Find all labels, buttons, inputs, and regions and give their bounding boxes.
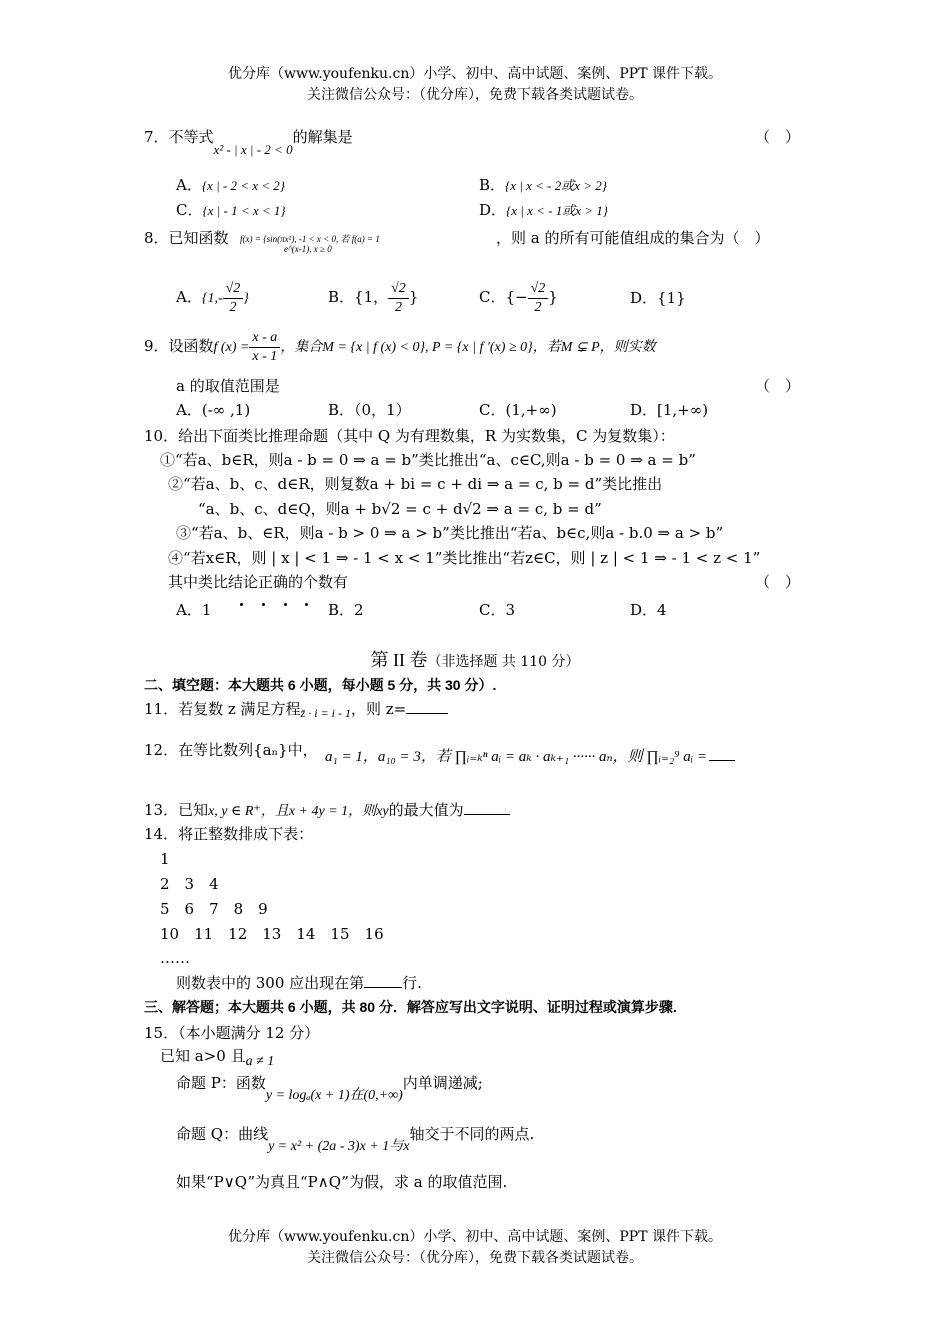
q7-option-d	[479, 201, 608, 220]
footer-line-1: 优分库（www.youfenku.cn）小学、初中、高中试题、案例、PPT 课件下载。	[227, 1229, 722, 1245]
q9-option-c-text: (1,+∞)	[505, 401, 557, 419]
q9-option-d-label: D．	[630, 401, 658, 419]
question-10-stem: 10．给出下面类比推理命题（其中 Q 为有理数集，R 为实数集，C 为复数集）：	[144, 427, 675, 445]
q8-stem-text: 8．已知函数	[144, 229, 229, 247]
q8-option-b-pre: {1，	[354, 288, 389, 306]
q10-option-b-text: 2	[354, 601, 364, 619]
emphasis-dot	[284, 603, 287, 606]
q15-p-label: 命题 P：函数	[176, 1074, 266, 1092]
q7-option-a-label: A．	[176, 176, 202, 194]
q7-option-b-text: {x | x < - 2或x > 2}	[505, 178, 607, 193]
q8-option-c-fraction	[528, 280, 549, 316]
q10-option-a	[176, 601, 211, 620]
q8-option-a	[176, 280, 249, 316]
footer-line-2: 关注微信公众号：（优分库），免费下载各类试题试卷。	[307, 1250, 643, 1266]
q10-option-c-text: 3	[505, 601, 516, 619]
q8-option-b-fraction	[388, 280, 409, 316]
q10-option-c	[479, 601, 515, 620]
section-2-title	[0, 649, 950, 672]
q8-option-b	[328, 280, 418, 316]
q10-option-a-text: 1	[201, 601, 212, 619]
q15-condition	[160, 1047, 274, 1067]
q9-sets: ，集合M = {x | f (x) < 0}, P = {x | f ′(x) ≥ 0}，若M ⊊ P，则实数	[280, 340, 656, 355]
q12-expression	[325, 748, 735, 767]
q10-option-d-text: 4	[657, 601, 667, 619]
q12-expr-text: a₁ = 1，a₁₀ = 3，若 ∏ᵢ₌ₖⁿ aᵢ = aₖ · aₖ₊₁ ······ aₙ，则 ∏ᵢ₌₂⁹ aᵢ =	[325, 749, 707, 765]
q11-expr: z̄ · i = i - 1	[300, 706, 351, 720]
q9-option-d	[630, 401, 708, 420]
q8-option-d	[630, 289, 686, 308]
section-2-title-text: 第 II 卷	[370, 650, 428, 670]
q7-stem-end: 的解集是	[292, 128, 353, 146]
q8-piecewise-function	[240, 234, 380, 255]
q7-option-b-label: B．	[479, 176, 506, 194]
q7-stem-text: 7．不等式	[144, 128, 214, 146]
q7-option-a	[176, 176, 285, 195]
q15-p-end: 内单调递减;	[402, 1074, 483, 1092]
question-7-stem	[144, 128, 353, 157]
q8-option-a-pre: {1,-	[201, 291, 223, 306]
q7-option-c	[176, 201, 286, 220]
q12-answer-blank	[709, 752, 735, 761]
q9-option-b	[328, 401, 411, 420]
q8-option-b-post: }	[408, 288, 419, 306]
q8-b-den: 2	[394, 299, 402, 315]
emphasis-dot	[305, 603, 308, 606]
q10-proposition-2a: ②“若a、b、c、d∈R，则复数a + bi = c + di ⇒ a = c, b = d”类比推出	[168, 475, 663, 493]
q8-func-line-1: f(x) = {sin(πx²), -1 < x < 0, 若 f(a) = 1	[240, 234, 380, 244]
q8-c-num: √2	[528, 280, 549, 299]
q11-answer-blank	[406, 699, 448, 714]
q15-proposition-q	[176, 1125, 535, 1154]
q9-stem-text: 9．设函数	[144, 337, 214, 355]
q8-option-c-post: }	[548, 288, 558, 306]
q10-emphasis-dots	[240, 592, 308, 611]
q15-ask: 如果“P∨Q”为真且“P∧Q”为假，求 a 的取值范围.	[176, 1173, 508, 1191]
q9-option-a-text: (-∞ ,1)	[201, 401, 251, 419]
q10-option-b-label: B．	[328, 601, 355, 619]
q15-proposition-p	[176, 1074, 483, 1103]
q8-option-c-label: C．	[479, 288, 506, 306]
question-14-stem: 14．将正整数排成下表：	[144, 825, 314, 843]
q13-end: 的最大值为	[388, 801, 464, 819]
q8-option-b-label: B．	[328, 288, 355, 306]
q9-option-a-label: A．	[176, 401, 202, 419]
q9-option-c-label: C．	[479, 401, 506, 419]
q8-option-d-label: D．	[630, 289, 658, 307]
q8-option-d-text: {1}	[657, 289, 686, 307]
q8-b-num: √2	[388, 280, 409, 299]
q7-option-c-label: C．	[176, 201, 203, 219]
q7-answer-bracket: （ ）	[755, 128, 801, 146]
q14-end-post: 行.	[402, 974, 422, 992]
header-line-2: 关注微信公众号：（优分库），免费下载各类试题试卷。	[307, 87, 643, 103]
q8-a-den: 2	[229, 299, 237, 315]
q9-answer-bracket: （ ）	[755, 377, 801, 395]
q8-a-num: √2	[223, 280, 244, 299]
q13-expr: x, y ∈ R⁺，且x + 4y = 1，则xy	[208, 804, 389, 819]
question-9-stem	[144, 329, 656, 365]
q9-f-den: x - 1	[252, 348, 278, 364]
question-8-stem	[144, 229, 229, 248]
q10-option-c-label: C．	[479, 601, 506, 619]
q14-table-row: ……	[160, 949, 190, 967]
q8-option-a-post: }	[243, 291, 249, 306]
q9-option-d-text: [1,+∞)	[657, 401, 709, 419]
question-11	[144, 699, 448, 719]
q14-end-pre: 则数表中的 300 应出现在第	[176, 974, 365, 992]
q9-line-2: a 的取值范围是	[176, 377, 280, 395]
q9-option-b-label: B．	[328, 401, 355, 419]
q7-option-d-text: {x | x < - 1或x > 1}	[506, 203, 608, 218]
q15-q-label: 命题 Q：曲线	[176, 1125, 269, 1143]
q13-stem: 13．已知	[144, 801, 209, 819]
q9-option-b-text: （0，1）	[354, 401, 411, 419]
q14-table-row: 2 3 4	[160, 875, 219, 893]
q7-inequality: x² - | x | - 2 < 0	[213, 142, 293, 157]
q9-option-c	[479, 401, 557, 420]
emphasis-dot	[240, 603, 243, 606]
q15-p-expr: y = logₐ(x + 1)在(0,+∞)	[265, 1088, 403, 1103]
q10-proposition-1: ①“若a、b∈R，则a - b = 0 ⇒ a = b”类比推出“a、c∈C,则a - b = 0 ⇒ a = b”	[160, 451, 696, 469]
q8-option-c-pre: {−	[505, 288, 528, 306]
q15-q-end: 轴交于不同的两点.	[409, 1125, 535, 1143]
q8-option-a-fraction	[223, 280, 244, 316]
q14-table-row: 1	[160, 850, 170, 868]
q9-option-a	[176, 401, 250, 420]
q13-answer-blank	[464, 800, 510, 815]
section-3-heading: 三、解答题；本大题共 6 小题，共 80 分．解答应写出文字说明、证明过程或演算步骤.	[144, 999, 677, 1015]
section-2-heading: 二、填空题：本大题共 6 小题，每小题 5 分，共 30 分）.	[144, 677, 497, 693]
q10-proposition-4: ④“若x∈R，则 | x | < 1 ⇒ - 1 < x < 1”类比推出“若z∈C，则 | z | < 1 ⇒ - 1 < z < 1”	[168, 549, 761, 567]
question-13	[144, 800, 510, 821]
q10-answer-bracket: （ ）	[755, 573, 801, 591]
q14-question	[176, 973, 422, 993]
q9-f-lhs: f (x) =	[213, 340, 250, 355]
question-15-stem: 15．（本小题满分 12 分）	[144, 1024, 320, 1042]
q10-proposition-3: ③“若a、b、∈R，则a - b > 0 ⇒ a > b”类比推出“若a、b∈c,则a - b.0 ⇒ a > b”	[176, 524, 724, 542]
q11-stem: 11．若复数 z 满足方程	[144, 700, 301, 718]
q10-option-a-label: A．	[176, 601, 202, 619]
q7-option-a-text: {x | - 2 < x < 2}	[201, 178, 285, 193]
q10-conclusion: 其中类比结论正确的个数有	[168, 573, 349, 591]
q8-option-a-label: A．	[176, 288, 202, 306]
q10-option-d-label: D．	[630, 601, 658, 619]
q14-table-row: 5 6 7 8 9	[160, 900, 268, 918]
q11-end: ，则 z=	[350, 700, 407, 718]
q7-option-c-text: {x | - 1 < x < 1}	[202, 203, 286, 218]
q14-table-row: 10 11 12 13 14 15 16	[160, 925, 384, 943]
header-line-1: 优分库（www.youfenku.cn）小学、初中、高中试题、案例、PPT 课件下载。	[227, 66, 722, 82]
q8-c-den: 2	[534, 299, 542, 315]
q15-cond-expr: a ≠ 1	[245, 1054, 275, 1069]
q15-cond-pre: 已知 a>0 且	[160, 1047, 246, 1065]
q8-stem-end: ，则 a 的所有可能值组成的集合为（ ）	[496, 229, 770, 247]
q10-proposition-2b: “a、b、c、d∈Q，则a + b√2 = c + d√2 ⇒ a = c, b = d”	[198, 500, 602, 518]
q14-answer-blank	[364, 973, 402, 988]
q10-option-d	[630, 601, 667, 620]
q10-option-b	[328, 601, 364, 620]
q8-func-line-2: e^(x-1), x ≥ 0	[284, 244, 332, 255]
question-12-stem: 12．在等比数列{aₙ}中，	[144, 741, 318, 759]
q8-option-c	[479, 280, 558, 316]
emphasis-dot	[262, 603, 265, 606]
q7-option-d-label: D．	[479, 201, 507, 219]
q9-f-num: x - a	[249, 329, 280, 348]
q9-fraction	[249, 329, 280, 365]
q7-option-b	[479, 176, 607, 195]
section-2-subtitle: （非选择题 共 110 分）	[427, 654, 580, 670]
q15-q-expr: y = x² + (2a - 3)x + 1与x	[268, 1139, 410, 1154]
